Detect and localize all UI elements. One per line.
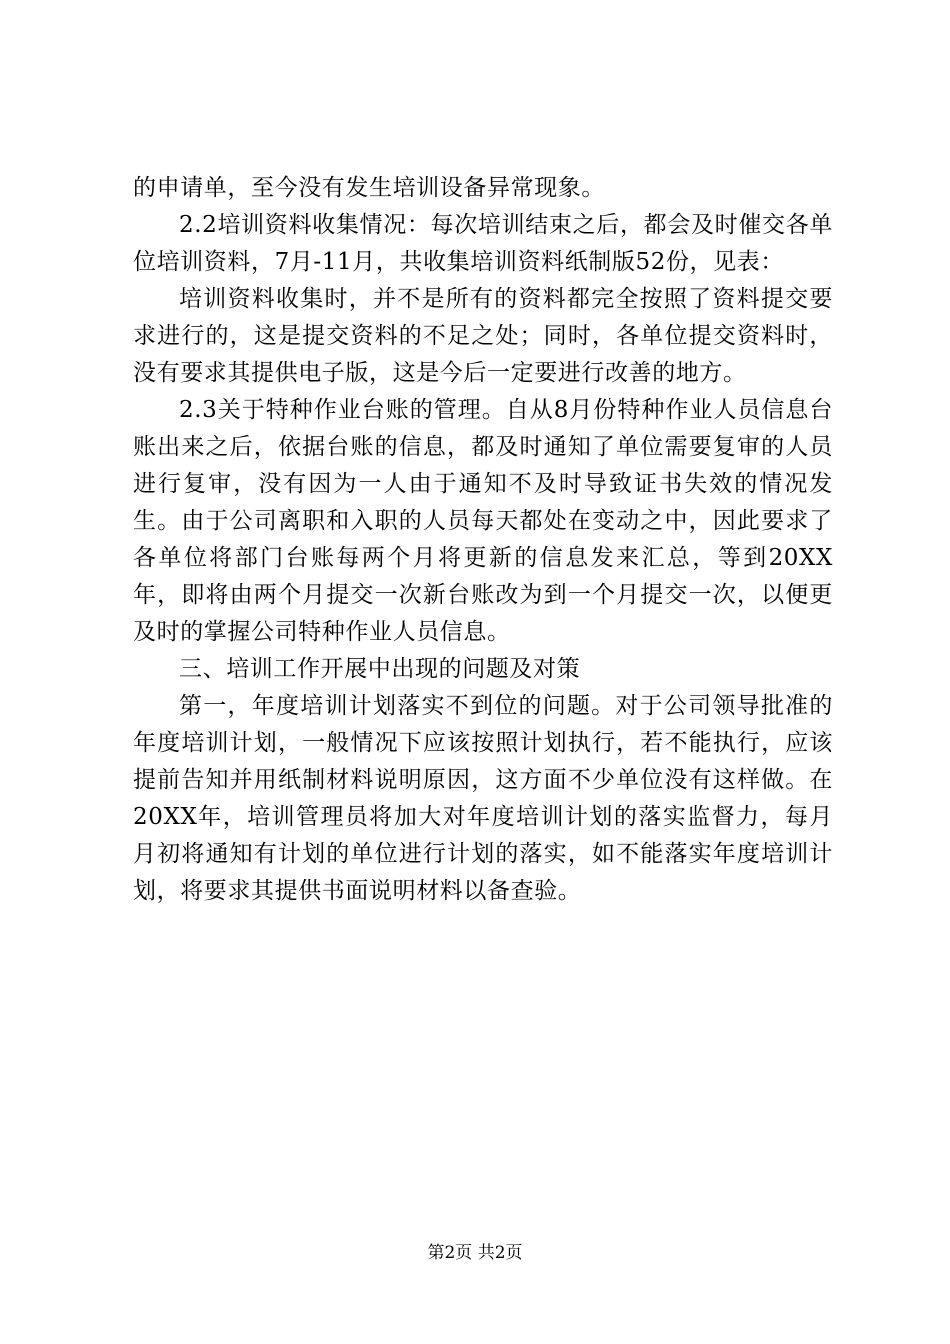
paragraph-first-problem: 第一，年度培训计划落实不到位的问题。对于公司领导批准的年度培训计划，一般情况下应该按照计划执行，若不能执行，应该提前告知并用纸制材料说明原因，这方面不少单位没有这样做。在20XX年，培训管理员将加大对年度培训计划的落实监督力，每月月初将通知有计划的单位进行计划的落实，如不能落实年度培训计划，将要求其提供书面说明材料以备查验。 xyxy=(133,693,833,904)
paragraph-2-3-ledger: 2.3关于特种作业台账的管理。自从8月份特种作业人员信息台账出来之后，依据台账的信息，都及时通知了单位需要复审的人员进行复审，没有因为一人由于通知不及时导致证书失效的情况发生。由于公司离职和入职的人员每天都处在变动之中，因此要求了各单位将部门台账每两个月将更新的信息发来汇总，等到20XX年，即将由两个月提交一次新台账改为到一个月提交一次，以便更及时的掌握公司特种作业人员信息。 xyxy=(133,397,833,645)
paragraph-2-2-materials: 2.2培训资料收集情况：每次培训结束之后，都会及时催交各单位培训资料，7月-11月，共收集培训资料纸制版52份，见表： xyxy=(133,212,833,275)
paragraph-continuation: 的申请单，至今没有发生培训设备异常现象。 xyxy=(133,175,605,201)
page-number-footer: 第2页 共2页 xyxy=(427,1243,523,1263)
section-heading-problems: 三、培训工作开展中出现的问题及对策 xyxy=(179,656,581,682)
document-body xyxy=(133,170,833,910)
paragraph-materials-issues: 培训资料收集时，并不是所有的资料都完全按照了资料提交要求进行的，这是提交资料的不足之处；同时，各单位提交资料时，没有要求其提供电子版，这是今后一定要进行改善的地方。 xyxy=(133,286,833,386)
